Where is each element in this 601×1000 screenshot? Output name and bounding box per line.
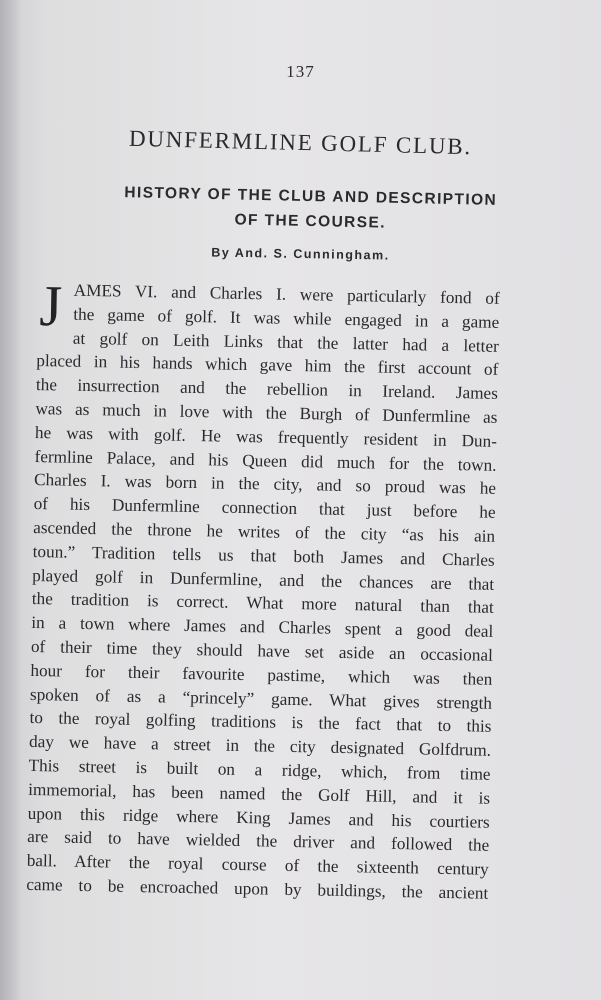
text-line: was as much in love with the Burgh of Dunfermline as	[35, 398, 498, 427]
page-number: 137	[286, 62, 315, 81]
text-line: to the royal golfing traditions is the fact that to this	[29, 708, 492, 737]
subtitle-line: HISTORY OF THE CLUB AND DESCRIPTION	[124, 184, 498, 209]
text-line: fermline Palace, and his Queen did much for the town.	[34, 446, 497, 475]
text-line: ball. After the royal course of the sixteenth century	[26, 851, 489, 879]
text-line: of their time they should have set aside an occasional	[30, 636, 494, 665]
text-line: spoken of as a “princely” game. What gives strength	[29, 684, 493, 713]
article-body	[26, 273, 500, 905]
text-line: hour for their favourite pastime, which was then	[30, 660, 493, 689]
text-line: Charles I. was born in the city, and so proud was he	[33, 470, 497, 499]
subtitle-line: OF THE COURSE.	[234, 211, 387, 232]
text-line: AMES VI. and Charles I. were particularly fond of	[73, 280, 500, 308]
text-line: in a town where James and Charles spent a good deal	[31, 613, 494, 641]
article-title: DUNFERMLINE GOLF CLUB.	[128, 125, 473, 160]
text-line: day we have a street in the city designated Golfdrum.	[28, 732, 492, 760]
text-line: at golf on Leith Links that the latter had a letter	[72, 328, 499, 356]
text-line: placed in his hands which gave him the first account of	[36, 351, 499, 380]
text-line: he was with golf. He was frequently resident in Dun-	[34, 422, 498, 451]
author-byline: By And. S. Cunningham.	[211, 245, 390, 263]
text-line: ascended the throne he writes of the city “as his ain	[33, 517, 496, 546]
drop-cap: J	[38, 273, 63, 339]
text-line: came to be encroached upon by buildings, the ancient	[26, 874, 489, 903]
text-line: the tradition is correct. What more natural than that	[31, 589, 494, 618]
text-line: of his Dunfermline connection that just before he	[33, 494, 496, 522]
text-line: This street is built on a ridge, which, from time	[28, 755, 491, 784]
text-line: upon this ridge where King James and his courtiers	[27, 803, 490, 832]
page-gutter-shadow	[0, 0, 22, 1000]
article-subtitle	[50, 179, 572, 240]
text-line: are said to have wielded the driver and followed the	[27, 827, 490, 856]
text-line: the game of golf. It was while engaged in a game	[73, 304, 500, 332]
text-line: played golf in Dunfermline, and the chances are that	[32, 565, 495, 594]
text-line: immemorial, has been named the Golf Hill, and it is	[28, 779, 491, 808]
text-line: toun.” Tradition tells us that both James and Charles	[32, 541, 495, 570]
text-line: the insurrection and the rebellion in Ireland. James	[35, 375, 499, 404]
